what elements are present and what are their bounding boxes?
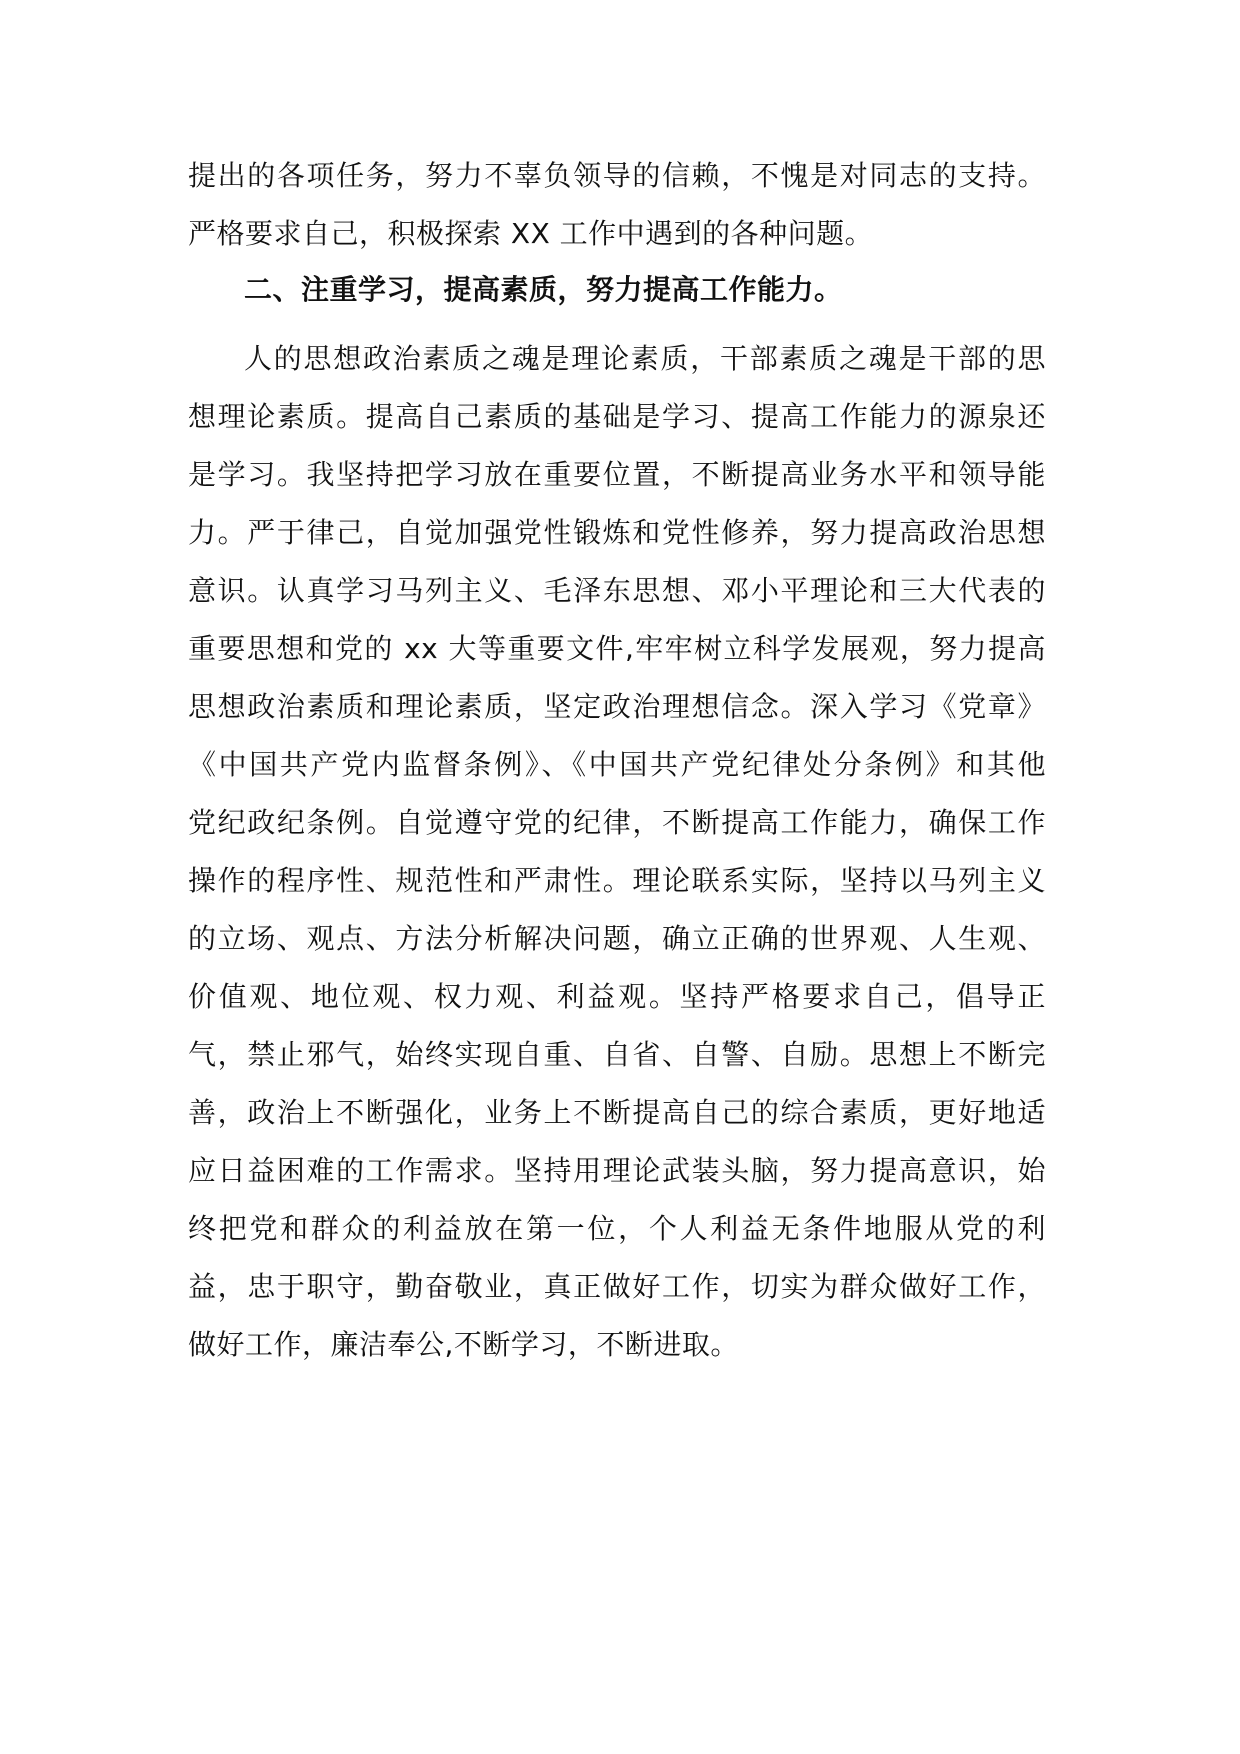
body-line-4: 力。严于律己，自觉加强党性锻炼和党性修养，努力提高政治思想 [188,516,1046,549]
body-line-16: 终把党和群众的利益放在第一位，个人利益无条件地服从党的利 [188,1212,1046,1245]
body-line-8: 《中国共产党内监督条例》、《中国共产党纪律处分条例》和其他 [188,748,1046,781]
section-heading: 二、注重学习，提高素质，努力提高工作能力。 [244,273,843,306]
body-line-11: 的立场、观点、方法分析解决问题，确立正确的世界观、人生观、 [188,922,1046,955]
body-line-1: 人的思想政治素质之魂是理论素质，干部素质之魂是干部的思 [244,342,1046,375]
intro-line-2: 严格要求自己，积极探索 XX 工作中遇到的各种问题。 [188,217,874,250]
body-line-5: 意识。认真学习马列主义、毛泽东思想、邓小平理论和三大代表的 [188,574,1046,607]
body-line-15: 应日益困难的工作需求。坚持用理论武装头脑，努力提高意识，始 [188,1154,1046,1187]
body-line-18: 做好工作，廉洁奉公,不断学习，不断进取。 [188,1328,739,1361]
body-line-2: 想理论素质。提高自己素质的基础是学习、提高工作能力的源泉还 [188,400,1046,433]
body-line-10: 操作的程序性、规范性和严肃性。理论联系实际，坚持以马列主义 [188,864,1046,897]
body-line-13: 气，禁止邪气，始终实现自重、自省、自警、自励。思想上不断完 [188,1038,1046,1071]
body-line-9: 党纪政纪条例。自觉遵守党的纪律，不断提高工作能力，确保工作 [188,806,1046,839]
body-line-7: 思想政治素质和理论素质，坚定政治理想信念。深入学习《党章》 [188,690,1046,723]
body-line-14: 善，政治上不断强化，业务上不断提高自己的综合素质，更好地适 [188,1096,1046,1129]
intro-line-1: 提出的各项任务，努力不辜负领导的信赖，不愧是对同志的支持。 [188,159,1046,192]
body-line-12: 价值观、地位观、权力观、利益观。坚持严格要求自己，倡导正 [188,980,1046,1013]
body-line-6: 重要思想和党的 xx 大等重要文件,牢牢树立科学发展观，努力提高 [188,632,1046,665]
body-line-17: 益，忠于职守，勤奋敬业，真正做好工作，切实为群众做好工作， [188,1270,1046,1303]
body-line-3: 是学习。我坚持把学习放在重要位置，不断提高业务水平和领导能 [188,458,1046,491]
